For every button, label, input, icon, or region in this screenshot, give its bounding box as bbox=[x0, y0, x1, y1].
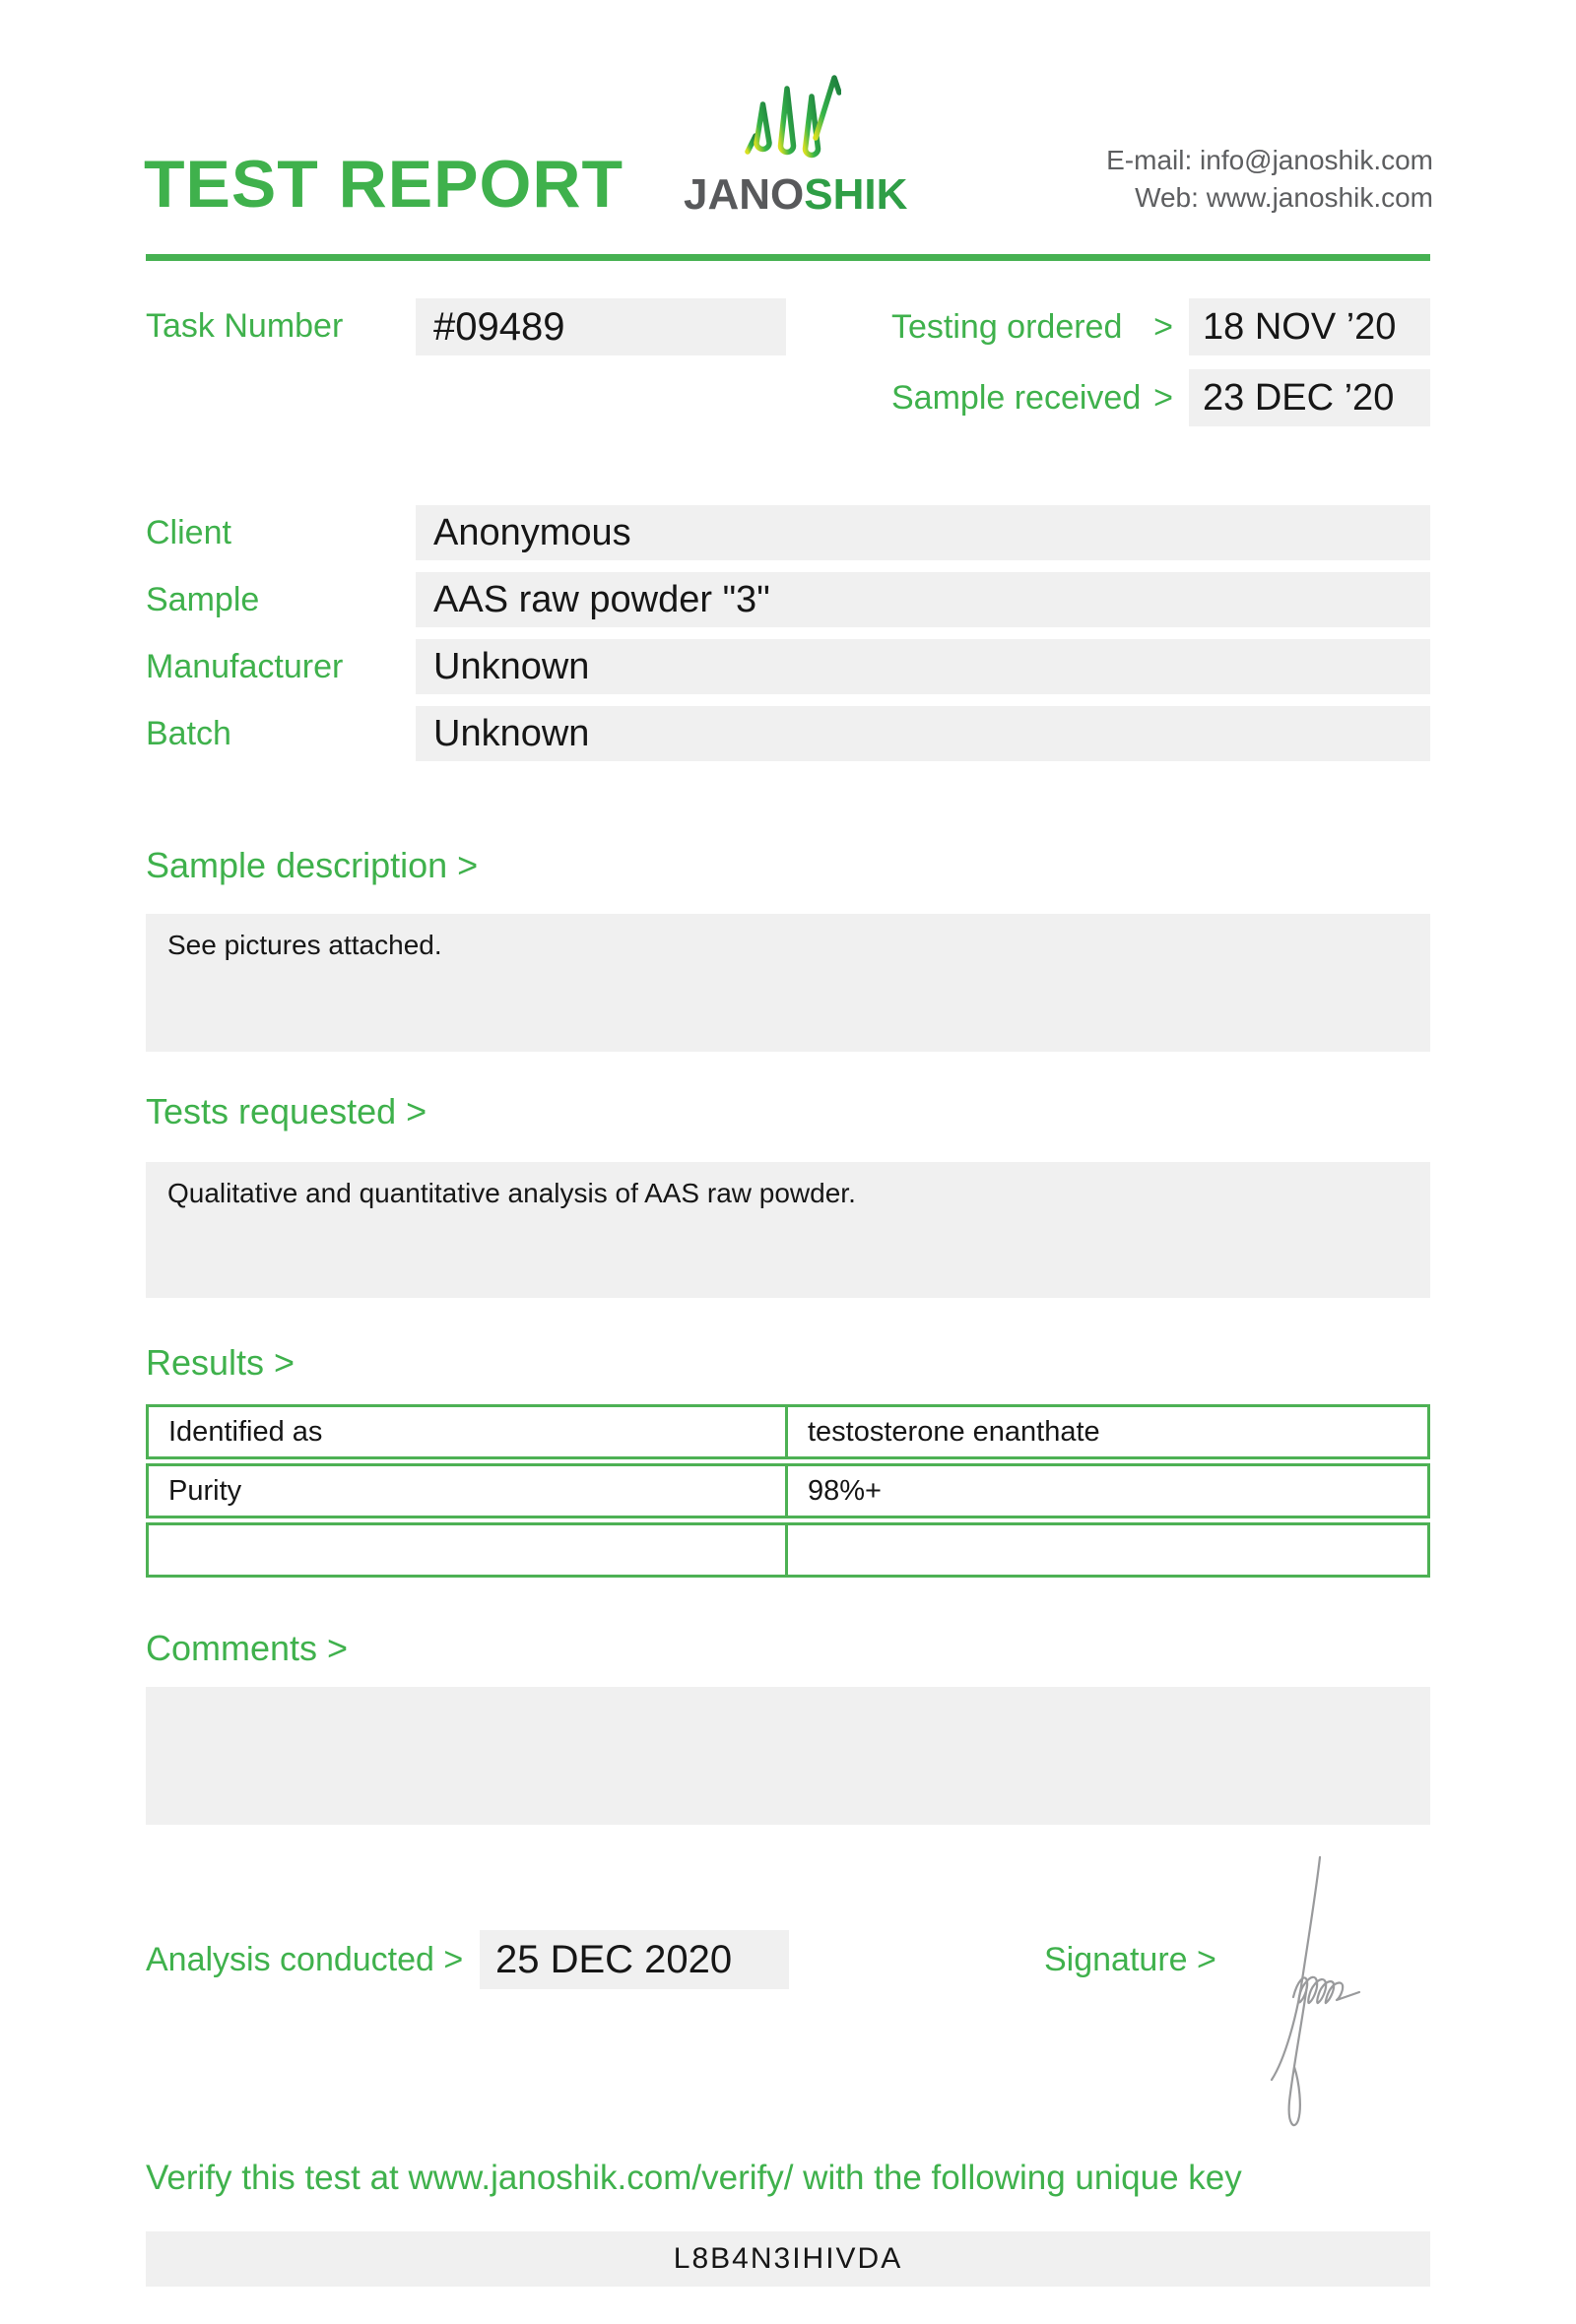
contact-web: Web: www.janoshik.com bbox=[1135, 182, 1433, 213]
results-cell-value: testosterone enanthate bbox=[808, 1416, 1100, 1448]
janoshik-logo-icon bbox=[743, 71, 841, 164]
client-value: Anonymous bbox=[416, 505, 1430, 560]
results-row bbox=[146, 1522, 1430, 1578]
signature-image bbox=[1263, 1838, 1391, 2138]
manufacturer-value: Unknown bbox=[416, 639, 1430, 694]
comments-box bbox=[146, 1687, 1430, 1825]
results-table bbox=[146, 1404, 1430, 1582]
verify-instruction: Verify this test at www.janoshik.com/verify/ with the following unique key bbox=[146, 2159, 1242, 2197]
results-row bbox=[146, 1404, 1430, 1459]
task-number-value: #09489 bbox=[416, 298, 786, 355]
sample-received-arrow-icon: > bbox=[1153, 378, 1173, 417]
results-cell-key bbox=[149, 1525, 788, 1575]
results-cell-key: Purity bbox=[149, 1466, 788, 1516]
sample-received-row bbox=[891, 369, 1430, 426]
client-row bbox=[146, 505, 1430, 560]
analysis-conducted-label: Analysis conducted > bbox=[146, 1941, 464, 1978]
contact-info bbox=[985, 142, 1433, 217]
testing-ordered-row bbox=[891, 298, 1430, 355]
batch-row bbox=[146, 706, 1430, 761]
results-heading: Results > bbox=[146, 1342, 296, 1383]
testing-ordered-arrow-icon: > bbox=[1153, 307, 1173, 346]
sample-received-label: Sample received bbox=[891, 378, 1142, 417]
unique-key-value: L8B4N3IHIVDA bbox=[146, 2231, 1430, 2287]
comments-heading: Comments > bbox=[146, 1628, 349, 1668]
wordmark-green-part: SHIK bbox=[804, 170, 908, 219]
batch-label: Batch bbox=[146, 715, 231, 752]
batch-value: Unknown bbox=[416, 706, 1430, 761]
sample-received-value: 23 DEC ’20 bbox=[1189, 369, 1430, 426]
analysis-date-value: 25 DEC 2020 bbox=[480, 1930, 789, 1989]
header-divider bbox=[146, 254, 1430, 261]
results-cell-value bbox=[788, 1525, 1427, 1575]
sample-label: Sample bbox=[146, 581, 260, 618]
testing-ordered-value: 18 NOV ’20 bbox=[1189, 298, 1430, 355]
sample-row bbox=[146, 572, 1430, 627]
sample-description-box: See pictures attached. bbox=[146, 914, 1430, 1052]
results-cell-key: Identified as bbox=[149, 1407, 788, 1456]
results-cell-value: 98%+ bbox=[808, 1475, 882, 1507]
janoshik-logo bbox=[684, 71, 908, 220]
sample-info-block bbox=[146, 505, 1430, 773]
results-row bbox=[146, 1463, 1430, 1518]
tests-requested-heading: Tests requested > bbox=[146, 1091, 427, 1131]
task-number-label: Task Number bbox=[146, 307, 344, 345]
sample-value: AAS raw powder "3" bbox=[416, 572, 1430, 627]
testing-ordered-label: Testing ordered bbox=[891, 307, 1123, 346]
manufacturer-label: Manufacturer bbox=[146, 648, 344, 685]
sample-description-heading: Sample description > bbox=[146, 845, 479, 885]
client-label: Client bbox=[146, 514, 231, 551]
contact-email: E-mail: info@janoshik.com bbox=[1106, 145, 1433, 175]
wordmark-gray-part: JANO bbox=[684, 170, 805, 219]
page-title: TEST REPORT bbox=[144, 147, 624, 222]
janoshik-wordmark bbox=[684, 170, 908, 220]
tests-requested-box: Qualitative and quantitative analysis of AAS raw powder. bbox=[146, 1162, 1430, 1298]
manufacturer-row bbox=[146, 639, 1430, 694]
signature-label: Signature > bbox=[1044, 1941, 1216, 1978]
